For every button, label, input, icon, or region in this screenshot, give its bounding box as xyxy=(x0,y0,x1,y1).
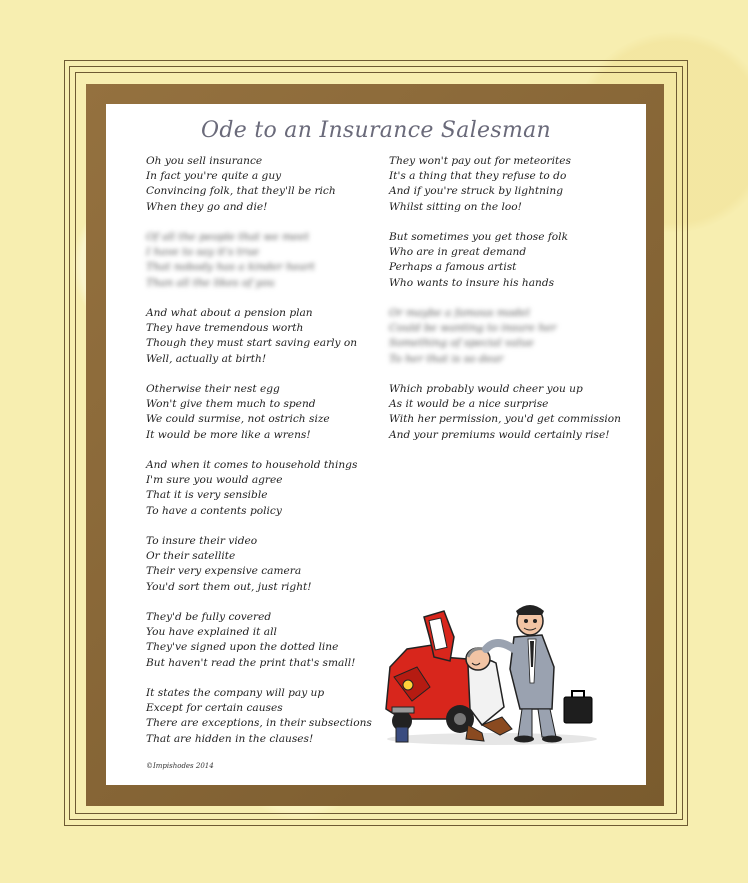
ground-shadow xyxy=(387,733,597,745)
stanza xyxy=(146,382,366,443)
poem-line: Or maybe a famous model xyxy=(389,307,530,319)
crashed-car-icon xyxy=(386,611,474,742)
stanza xyxy=(146,610,366,671)
poem-line: They have tremendous worth xyxy=(146,322,304,335)
stanza xyxy=(146,686,372,747)
poem-line: They'd be fully covered xyxy=(146,611,272,623)
poem-line: Though they must start saving early on xyxy=(146,337,358,350)
poem-line: Oh you sell insurance xyxy=(146,155,263,167)
poem-line: It would be more like a wrens! xyxy=(146,428,311,441)
poem-line: Perhaps a famous artist xyxy=(389,261,517,274)
poem-line: And when it comes to household things xyxy=(146,459,358,471)
poem-title: Ode to an Insurance Salesman xyxy=(200,118,552,143)
copyright-notice: ©Impishodes 2014 xyxy=(146,762,214,770)
poem-line: You have explained it all xyxy=(146,626,277,639)
poem-line: But sometimes you get those folk xyxy=(389,231,568,243)
poem-line: Something of special value xyxy=(389,337,534,350)
poem-line: Than all the likes of you xyxy=(146,276,275,289)
poem-line: To insure their video xyxy=(146,535,258,547)
poem-line: As it would be a nice surprise xyxy=(389,398,549,411)
stanza xyxy=(146,458,366,519)
briefcase-icon xyxy=(564,691,592,723)
poem-line: They've signed upon the dotted line xyxy=(146,641,339,654)
stanza xyxy=(146,534,366,595)
poem-line: I'm sure you would agree xyxy=(146,474,283,487)
poem-line: I have to say it's true xyxy=(146,246,260,259)
poem-line: In fact you're quite a guy xyxy=(146,170,282,183)
poem-line: Or their satellite xyxy=(146,550,236,563)
poem-line: Their very expensive camera xyxy=(146,565,302,578)
poem-line: Of all the people that we meet xyxy=(146,231,309,243)
poem-line: When they go and die! xyxy=(146,200,268,213)
stanza xyxy=(146,154,366,215)
cartoon-illustration xyxy=(372,597,602,747)
poem-line: With her permission, you'd get commission xyxy=(389,413,621,426)
poem-line: That nobody has a kinder heart xyxy=(146,261,315,274)
poem-line: It states the company will pay up xyxy=(146,687,325,699)
poem-line: And if you're struck by lightning xyxy=(389,185,563,198)
poem-line: Who wants to insure his hands xyxy=(389,276,555,289)
poem-line: It's a thing that they refuse to do xyxy=(389,170,567,183)
poem-line: We could surmise, not ostrich size xyxy=(146,413,330,426)
left-column xyxy=(146,154,372,762)
poem-line: They won't pay out for meteorites xyxy=(389,155,571,167)
stanza xyxy=(389,230,629,291)
poem-line: Convincing folk, that they'll be rich xyxy=(146,185,336,198)
poem-line: Which probably would cheer you up xyxy=(389,383,583,395)
poem-line: But haven't read the print that's small! xyxy=(146,656,356,669)
poem-line: That are hidden in the clauses! xyxy=(146,732,314,745)
blurred-stanza xyxy=(146,230,366,291)
poem-line: You'd sort them out, just right! xyxy=(146,580,312,593)
poem-line: Whilst sitting on the loo! xyxy=(389,200,522,213)
poem-line: And your premiums would certainly rise! xyxy=(389,428,610,441)
poem-line: Won't give them much to spend xyxy=(146,398,316,411)
poem-line: There are exceptions, in their subsections xyxy=(146,717,372,730)
poem-line: Well, actually at birth! xyxy=(146,352,267,365)
poem-line: Could be wanting to insure her xyxy=(389,322,557,335)
stanza xyxy=(389,154,629,215)
stanza xyxy=(389,382,629,443)
poem-line: That it is very sensible xyxy=(146,489,268,502)
poem-line: Otherwise their nest egg xyxy=(146,383,280,395)
poem-line: To have a contents policy xyxy=(146,504,282,517)
poem-line: And what about a pension plan xyxy=(146,307,313,319)
poem-line: Who are in great demand xyxy=(389,246,527,259)
stanza xyxy=(146,306,366,367)
sad-man-icon xyxy=(466,648,512,741)
right-column xyxy=(389,154,629,458)
poem-paper xyxy=(106,104,646,785)
poem-line: To her that is so dear xyxy=(389,352,504,365)
blurred-stanza xyxy=(389,306,629,367)
poem-line: Except for certain causes xyxy=(146,702,283,715)
